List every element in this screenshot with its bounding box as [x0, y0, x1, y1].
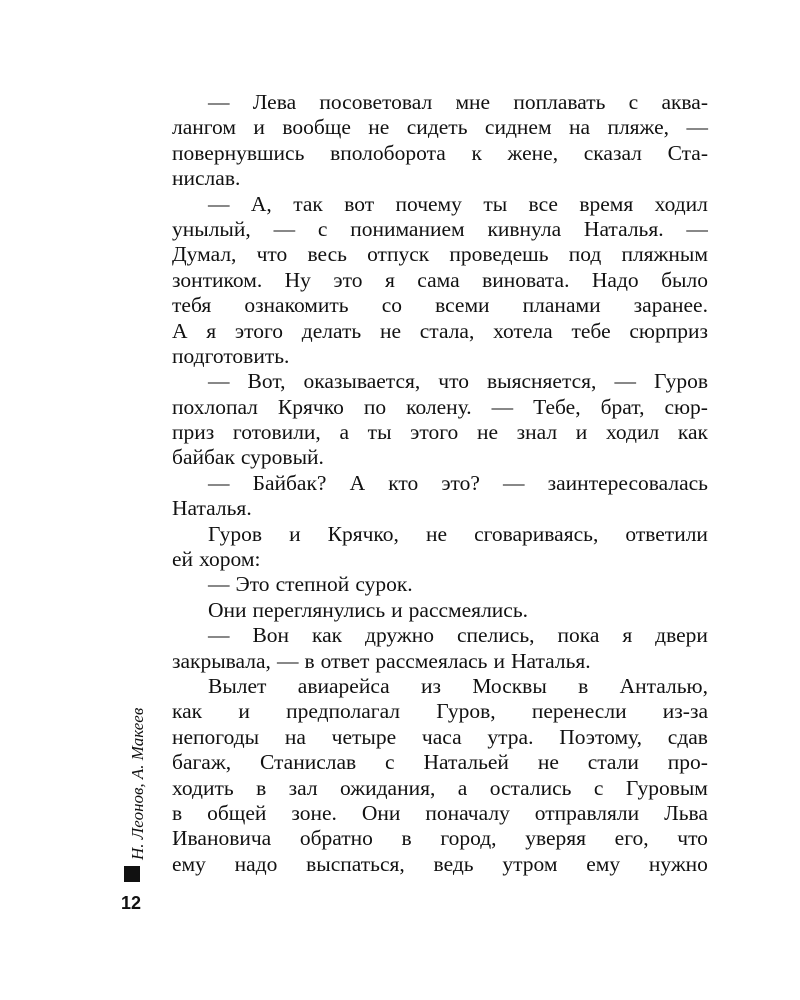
square-marker-icon	[124, 866, 140, 882]
text-line: в общей зоне. Они поначалу отправляли Льва	[172, 800, 708, 825]
text-line: — Байбак? А кто это? — заинтересовалась	[208, 470, 708, 495]
page-number: 12	[121, 893, 142, 913]
text-line: — Вон как дружно спелись, пока я двери	[208, 623, 708, 648]
text-line: — Вот, оказывается, что выясняется, — Гуров	[208, 369, 708, 394]
text-line: багаж, Станислав с Натальей не стали про-	[172, 750, 708, 775]
text-line: нислав.	[172, 166, 241, 191]
text-line: закрывала, — в ответ рассмеялась и Наталья.	[172, 648, 591, 673]
text-line: байбак суровый.	[172, 445, 324, 470]
text-line: ей хором:	[172, 547, 261, 572]
text-line: ему надо выспаться, ведь утром ему нужно	[172, 851, 708, 876]
text-line: — Лева посоветовал мне поплавать с аква-	[208, 90, 708, 114]
body-text	[172, 90, 708, 877]
text-line: Ивановича обратно в город, уверяя его, что	[172, 826, 708, 851]
text-line: зонтиком. Ну это я сама виновата. Надо было	[172, 267, 708, 292]
text-line: ходить в зал ожидания, а остались с Гуровым	[172, 775, 708, 800]
text-line: Вылет авиарейса из Москвы в Анталью,	[208, 673, 708, 698]
text-line: лангом и вообще не сидеть сиднем на пляже, —	[172, 115, 708, 140]
text-line: — А, так вот почему ты все время ходил	[208, 191, 708, 216]
text-line: Они переглянулись и рассмеялись.	[208, 597, 529, 622]
text-line: Наталья.	[172, 496, 252, 521]
text-line: повернувшись вполоборота к жене, сказал Ста-	[172, 140, 708, 165]
text-line: непогоды на четыре часа утра. Поэтому, сдав	[172, 724, 708, 749]
text-line: А я этого делать не стала, хотела тебе сюрприз	[172, 318, 708, 343]
text-line: Гуров и Крячко, не сговариваясь, ответили	[208, 521, 708, 546]
text-line: — Это степной сурок.	[208, 572, 413, 597]
text-line: похлопал Крячко по колену. — Тебе, брат, сюр-	[172, 394, 708, 419]
text-line: тебя ознакомить со всеми планами заранее.	[172, 293, 708, 318]
text-line: Думал, что весь отпуск проведешь под пляжным	[172, 242, 708, 267]
text-line: как и предполагал Гуров, перенесли из-за	[172, 699, 708, 724]
text-line: унылый, — с пониманием кивнула Наталья. —	[172, 216, 708, 241]
text-line: приз готовили, а ты этого не знал и ходил как	[172, 420, 708, 445]
text-line: подготовить.	[172, 343, 290, 368]
running-title: Н. Леонов, А. Макеев	[128, 707, 147, 860]
